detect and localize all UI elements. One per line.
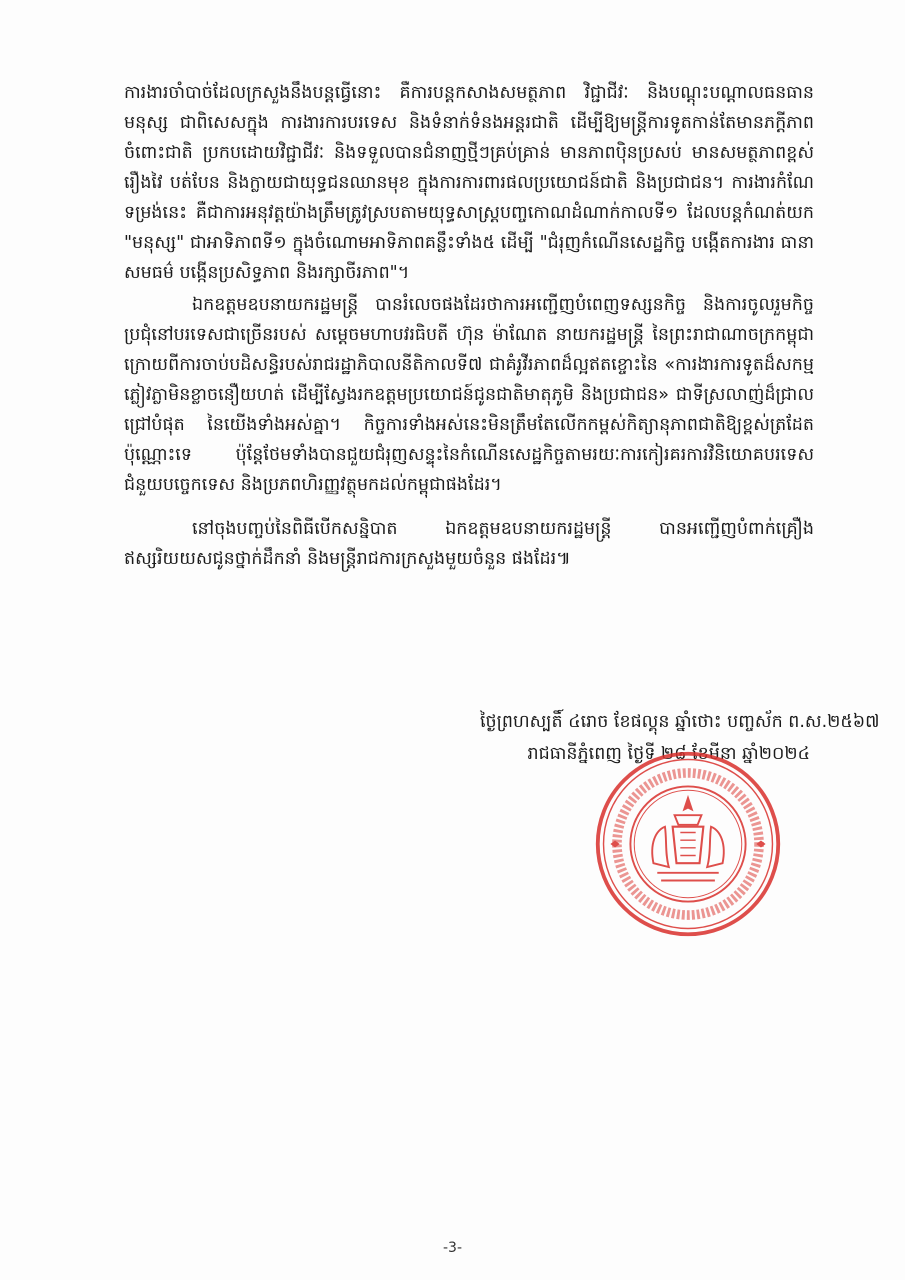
page-number: -3- [442, 1240, 462, 1256]
document-body [124, 78, 814, 574]
paragraph-3: នៅចុងបញ្ចប់នៃពិធីបើកសន្និបាត ឯកឧត្តមឧបនាយករដ្ឋមន្ត្រី បានអញ្ជើញបំពាក់គ្រឿងឥស្សរិយយសជូនថ្នាក់ដឹកនាំ និងមន្ត្រីរាជការក្រសួងមួយចំនួន ផងដែរ៕ [124, 519, 814, 569]
official-seal-stamp [592, 748, 784, 940]
paragraph-2: ឯកឧត្តមឧបនាយករដ្ឋមន្ត្រី បានរំលេចផងដែរថាការអញ្ជើញបំពេញទស្សនកិច្ច និងការចូលរួមកិច្ចប្រជុំនៅបរទេសជាច្រើនរបស់ សម្តេចមហាបវរធិបតី ហ៊ុន ម៉ាណែត នាយករដ្ឋមន្ត្រី នៃព្រះរាជាណាចក្រកម្ពុជា ក្រោយពីការចាប់បដិសន្ធិរបស់រាជរដ្ឋាភិបាលនីតិកាលទី៧ ជាគំរូវីរភាពដ៏ល្អឥតខ្ចោះនៃ «ការងារការទូតដ៏សកម្មភ្លៀវភ្លាមិនខ្លាចនឿយហត់ ដើម្បីស្វែងរកឧត្តមប្រយោជន៍ជូនជាតិមាតុភូមិ និងប្រជាជន» ជាទីស្រលាញ់ដ៏ជ្រាលជ្រៅបំផុត នៃយើងទាំងអស់គ្នា។ កិច្ចការទាំងអស់នេះមិនត្រឹមតែលើកកម្ពស់កិត្យានុភាពជាតិឱ្យខ្ពស់ត្រដែតប៉ុណ្ណោះទេ ប៉ុន្តែថែមទាំងបានជួយជំរុញសន្ទុះនៃកំណើនសេដ្ឋកិច្ចតាមរយៈការកៀរគរការវិនិយោគបរទេស ជំនួយបច្ចេកទេស និងប្រភពហិរញ្ញវត្ថុមកដល់កម្ពុជាផងដែរ។ [124, 295, 814, 495]
paragraph-1: ការងារចាំបាច់ដែលក្រសួងនឹងបន្តធ្វើនោះ គឺការបន្តកសាងសមត្ថភាព វិជ្ជាជីវៈ និងបណ្ដុះបណ្ដាលធនធានមនុស្ស ជាពិសេសក្នុង ការងារការបរទេស និងទំនាក់ទំនងអន្តរជាតិ ដើម្បីឱ្យមន្ត្រីការទូតកាន់តែមានភក្ដីភាពចំពោះជាតិ ប្រកបដោយវិជ្ជាជីវៈ និងទទួលបានជំនាញថ្មីៗគ្រប់គ្រាន់ មានភាពប៉ិនប្រសប់ មានសមត្ថភាពខ្ពស់ រឿងវៃ បត់បែន និងក្លាយជាយុទ្ធជនឈានមុខ ក្នុងការការពារផលប្រយោជន៍ជាតិ និងប្រជាជន។ ការងារកំណែទម្រង់នេះ គឺជាការអនុវត្តយ៉ាងត្រឹមត្រូវស្របតាមយុទ្ធសាស្ត្របញ្ចកោណដំណាក់កាលទី១ ដែលបន្តកំណត់យក "មនុស្ស" ជាអាទិភាពទី១ ក្នុងចំណោមអាទិភាពគន្លឹះទាំង៥ ដើម្បី "ជំរុញកំណើនសេដ្ឋកិច្ច បង្កើតការងារ ធានាសមធម៌ បង្កើនប្រសិទ្ធភាព និងរក្សាចីរភាព"។ [124, 83, 814, 283]
lunar-date-line: ថ្ងៃព្រហស្បតិ៍ ៤រោច ខែផល្គុន ឆ្នាំថោះ បញ្ចស័ក ព.ស.២៥៦៧ [480, 712, 880, 732]
gregorian-date-line: រាជធានីភ្នំពេញ ថ្ងៃទី ២៨ ខែមីនា ឆ្នាំ២០២៤ [527, 744, 810, 764]
